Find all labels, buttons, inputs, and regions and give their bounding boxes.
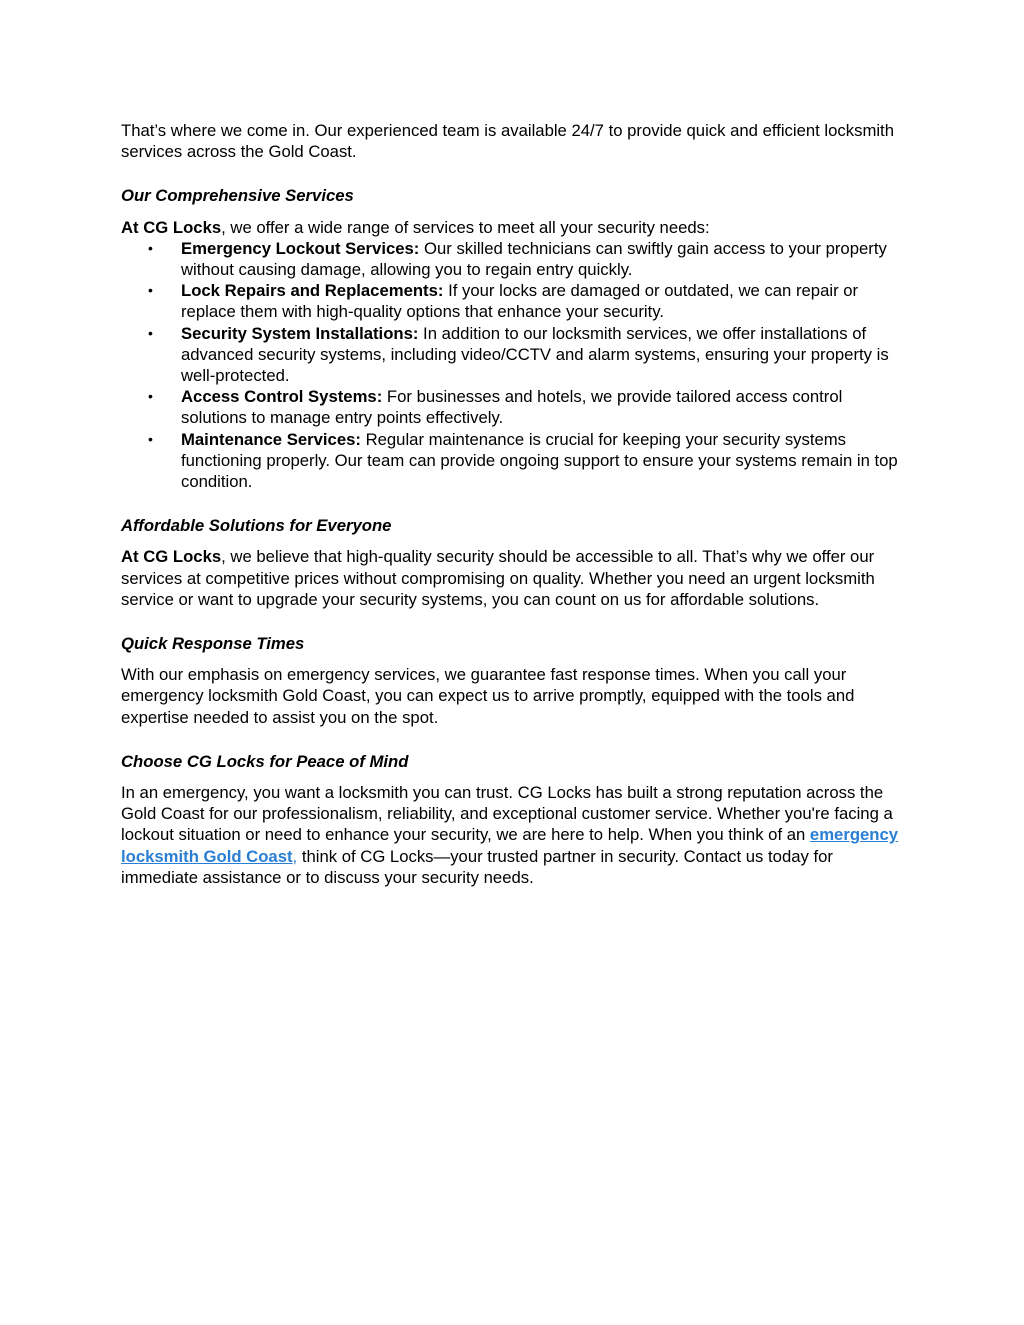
emergency-locksmith-link[interactable]: emergency locksmith Gold Coast (121, 825, 899, 866)
peace-section (121, 751, 911, 888)
peace-text-after: think of CG Locks—your trusted partner in security. Contact us today for immediate assistance or to discuss your security needs. (121, 846, 833, 887)
response-section (121, 633, 911, 728)
bullet-icon: • (148, 282, 153, 299)
peace-heading: Choose CG Locks for Peace of Mind (121, 751, 409, 771)
services-list (121, 238, 911, 492)
service-text: If your locks are damaged or outdated, we can repair or replace them with high-quality options that enhance your security. (181, 281, 859, 322)
list-item (121, 429, 911, 493)
peace-text-before: In an emergency, you want a locksmith you can trust. CG Locks has built a strong reputation across the Gold Coast for our professionalism, reliability, and exceptional customer service. Whether you're facing a lockout situation or need to enhance your security, we are here to help. When you think of an (121, 783, 893, 845)
services-lead-text: , we offer a wide range of services to meet all your security needs: (221, 217, 710, 237)
services-lead-bold: At CG Locks (121, 217, 222, 237)
service-title: Emergency Lockout Services: (181, 238, 420, 258)
response-paragraph: With our emphasis on emergency services, we guarantee fast response times. When you call your emergency locksmith Gold Coast, you can expect us to arrive promptly, equipped with the tools and expertise needed to assist you on the spot. (121, 665, 855, 727)
service-title: Security System Installations: (181, 323, 419, 343)
affordable-paragraph (121, 546, 911, 610)
affordable-section (121, 515, 911, 610)
affordable-lead-bold: At CG Locks (121, 547, 222, 567)
bullet-icon: • (148, 388, 153, 405)
document-page (121, 120, 911, 911)
bullet-icon: • (148, 430, 153, 447)
services-section (121, 185, 911, 492)
services-lead (121, 217, 911, 238)
service-title: Maintenance Services: (181, 429, 361, 449)
service-text: Our skilled technicians can swiftly gain access to your property without causing damage, allowing you to regain entry quickly. (181, 238, 887, 280)
list-item (121, 323, 911, 387)
service-title: Lock Repairs and Replacements: (181, 281, 444, 301)
service-text: In addition to our locksmith services, we offer installations of advanced security systems, including video/CCTV and alarm systems, ensuring your property is well-protected. (181, 323, 889, 386)
list-item (121, 280, 911, 322)
affordable-text: , we believe that high-quality security should be accessible to all. That’s why we offer our services at competitive prices without compromising on quality. Whether you need an urgent locksmith service or want to upgrade your security systems, you can count on us for affordable solutions. (121, 547, 875, 609)
service-text: For businesses and hotels, we provide tailored access control solutions to manage entry points effectively. (181, 387, 843, 428)
service-title: Access Control Systems: (181, 387, 383, 407)
bullet-icon: • (148, 324, 153, 341)
response-heading: Quick Response Times (121, 634, 305, 654)
link-comma: , (292, 846, 298, 866)
list-item (121, 386, 911, 428)
peace-paragraph (121, 782, 911, 888)
service-text: Regular maintenance is crucial for keeping your security systems functioning properly. Our team can provide ongoing support to ensure your systems remain in top condition. (181, 429, 898, 492)
bullet-icon: • (148, 239, 153, 256)
list-item (121, 238, 911, 280)
affordable-heading: Affordable Solutions for Everyone (121, 516, 392, 536)
intro-paragraph: That’s where we come in. Our experienced team is available 24/7 to provide quick and efficient locksmith services across the Gold Coast. (121, 121, 894, 162)
services-heading: Our Comprehensive Services (121, 186, 354, 206)
